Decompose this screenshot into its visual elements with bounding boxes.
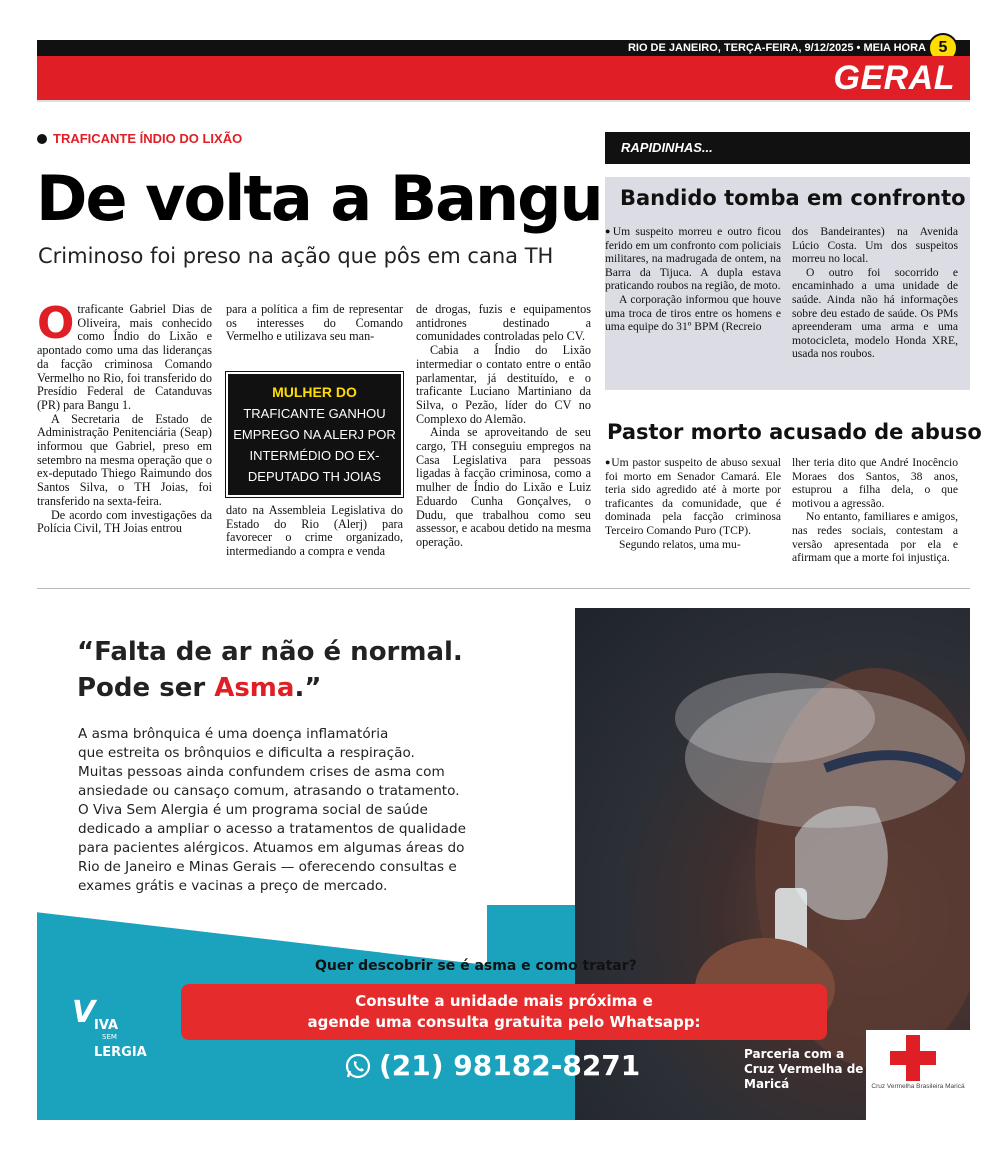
ad-body-line: dedicado a ampliar o acesso a tratamentos de qualidade bbox=[78, 821, 466, 837]
sidebar-label: RAPIDINHAS... bbox=[605, 132, 970, 164]
phone-number: (21) 98182-8271 bbox=[379, 1049, 641, 1082]
red-cross-icon bbox=[906, 1035, 920, 1081]
bullet-icon: ● bbox=[605, 226, 613, 236]
brief-title: Bandido tomba em confronto bbox=[620, 186, 966, 210]
section-title: GERAL bbox=[833, 59, 955, 97]
ad-body-line: A asma brônquica é uma doença inflamatória bbox=[78, 726, 389, 742]
bullet-icon: ● bbox=[605, 457, 612, 467]
paragraph: Um pastor suspeito de abuso sexual foi morto em Senador Camará. Ele teria sido agredido até à morte por traficantes da comunidade, que é dominada pela facção criminosa Terceiro Comando Puro (TCP). bbox=[605, 456, 782, 537]
headline: De volta a Bangu bbox=[36, 162, 602, 235]
ad-quote-text: .” bbox=[294, 673, 322, 703]
ad-body-line: para pacientes alérgicos. Atuamos em algumas áreas do bbox=[78, 840, 465, 856]
ad-body-line: O Viva Sem Alergia é um programa social de saúde bbox=[78, 802, 428, 818]
ad-quote bbox=[77, 634, 463, 706]
page-number: 5 bbox=[928, 33, 958, 63]
subheadline: Criminoso foi preso na ação que pôs em cana TH bbox=[38, 244, 554, 268]
ad-quote-line: “Falta de ar não é normal. bbox=[77, 637, 463, 667]
paragraph: No entanto, familiares e amigos, nas redes sociais, contestam a versão apresentada por ela e afirmam que a morte foi injustiça. bbox=[792, 510, 958, 565]
paragraph: Ainda se aproveitando de seu cargo, TH conseguiu empregos na Casa Legislativa para pessoas ligadas à facção criminosa, como a mulher de Índio do Lixão e Luiz Eduardo Cunha Gonçalves, o Dudu, que trabalhou como seu assessor, e acabou detido na mesma operação. bbox=[416, 425, 591, 549]
dateline: RIO DE JANEIRO, TERÇA-FEIRA, 9/12/2025 • MEIA HORA bbox=[627, 42, 926, 54]
pull-quote-text: TRAFICANTE GANHOU EMPREGO NA ALERJ POR INTERMÉDIO DO EX-DEPUTADO TH JOIAS bbox=[233, 406, 396, 484]
paragraph: Segundo relatos, uma mu- bbox=[619, 537, 741, 551]
paragraph: dos Bandeirantes) na Avenida Lúcio Costa. Um dos suspeitos morreu no local. bbox=[792, 225, 958, 266]
brief-column bbox=[605, 225, 781, 334]
section-divider bbox=[37, 588, 970, 589]
ad-body-line: Rio de Janeiro e Minas Gerais — oferecendo consultas e bbox=[78, 859, 457, 875]
paragraph: A corporação informou que houve uma troca de tiros entre os homens e uma equipe do 31º BPM (Recreio bbox=[605, 292, 781, 334]
story-column-2-top bbox=[226, 303, 403, 344]
ad-quote-line bbox=[77, 670, 463, 706]
ad-cta-box bbox=[181, 984, 827, 1040]
paragraph: lher teria dito que André Inocêncio Moraes dos Santos, 38 anos, estuprou a filha dela, o que motivou a agressão. bbox=[792, 456, 958, 510]
paragraph: Um suspeito morreu e outro ficou ferido em um confronto com policiais militares, na madrugada de ontem, na Barra da Tijuca. A dupla estava praticando roubos na região, de moto. bbox=[605, 225, 781, 293]
ad-body-text bbox=[78, 725, 538, 896]
ad-body-line: exames grátis e vacinas a preço de mercado. bbox=[78, 878, 388, 894]
ad-quote-text: Pode ser bbox=[77, 673, 215, 703]
brief-column bbox=[605, 456, 781, 551]
red-cross-caption: Cruz Vermelha Brasileira Maricá bbox=[871, 1083, 965, 1090]
brief-column bbox=[792, 456, 958, 565]
ad-body-line: Muitas pessoas ainda confundem crises de asma com bbox=[78, 764, 445, 780]
paragraph: dato na Assembleia Legislativa do Estado do Rio (Alerj) para favorecer o crime organizado, intermediando a compra e venda bbox=[226, 503, 403, 559]
pull-quote bbox=[226, 372, 403, 497]
logo-text: LERGIA bbox=[94, 1045, 147, 1060]
paragraph: traficante Gabriel Dias de Oliveira, mais conhecido como Índio do Lixão e apontado como uma das lideranças da facção criminosa Comando Vermelho no Rio, foi transferido do Presídio Federal de Catanduvas (PR) para Bangu 1. bbox=[37, 302, 212, 412]
story-kicker bbox=[37, 131, 242, 146]
story-column-1 bbox=[37, 298, 212, 536]
section-banner bbox=[37, 56, 970, 100]
paragraph: para a política a fim de representar os interesses do Comando Vermelho e utilizava seu man- bbox=[226, 302, 403, 344]
logo-letter: V bbox=[72, 995, 96, 1030]
story-column-3 bbox=[416, 303, 591, 550]
bullet-icon bbox=[37, 134, 47, 144]
paragraph: A Secretaria de Estado de Administração Penitenciária (Seap) informou que Gabriel, preso em setembro na mesma operação que o ex-deputado Thiego Raimundo dos Santos Silva, o TH Joias, foi transferido na sexta-feira. bbox=[37, 411, 212, 508]
brief-column bbox=[792, 225, 958, 361]
logo-text: SEM bbox=[102, 1033, 117, 1041]
viva-sem-alergia-logo bbox=[72, 995, 162, 1065]
paragraph: De acordo com investigações da Polícia Civil, TH Joias entrou bbox=[37, 507, 212, 536]
ad-phone bbox=[345, 1049, 640, 1082]
paragraph: de drogas, fuzis e equipamentos antidrones destinado a comunidades controladas pelo CV. bbox=[416, 302, 591, 344]
paragraph: Cabia a Índio do Lixão intermediar o contato entre o então parlamentar, já destituído, e o traficante Luciano Martiniano da Silva, o Pezão, líder do CV no Complexo do Alemão. bbox=[416, 343, 591, 426]
brief-title: Pastor morto acusado de abuso bbox=[607, 420, 982, 444]
ad-question: Quer descobrir se é asma e como tratar? bbox=[315, 958, 637, 974]
header-divider bbox=[37, 100, 970, 102]
paragraph: O outro foi socorrido e encaminhado a uma unidade de saúde. Ainda não há informações sobre deu estado de saúde. Os PMs apreenderam uma arma e uma motocicleta, modelo Honda XRE, usada nos roubos. bbox=[792, 265, 958, 361]
ad-quote-highlight: Asma bbox=[214, 673, 295, 703]
logo-text: IVA bbox=[94, 1018, 119, 1033]
ad-cta-line: Consulte a unidade mais próxima e bbox=[355, 992, 653, 1010]
ad-body-line: que estreita os brônquios e dificulta a respiração. bbox=[78, 745, 415, 761]
dateline-bar bbox=[37, 40, 970, 56]
pull-quote-highlight: MULHER DO bbox=[272, 384, 357, 400]
story-column-2-bottom bbox=[226, 504, 403, 559]
ad-body-line: ansiedade ou cansaço comum, atrasando o tratamento. bbox=[78, 783, 460, 799]
kicker-text: TRAFICANTE ÍNDIO DO LIXÃO bbox=[53, 131, 243, 146]
ad-cta-line: agende uma consulta gratuita pelo Whatsapp: bbox=[307, 1013, 701, 1031]
whatsapp-icon bbox=[345, 1053, 371, 1079]
dropcap: O bbox=[37, 298, 75, 349]
partner-text: Parceria com a Cruz Vermelha de Maricá bbox=[744, 1047, 864, 1091]
